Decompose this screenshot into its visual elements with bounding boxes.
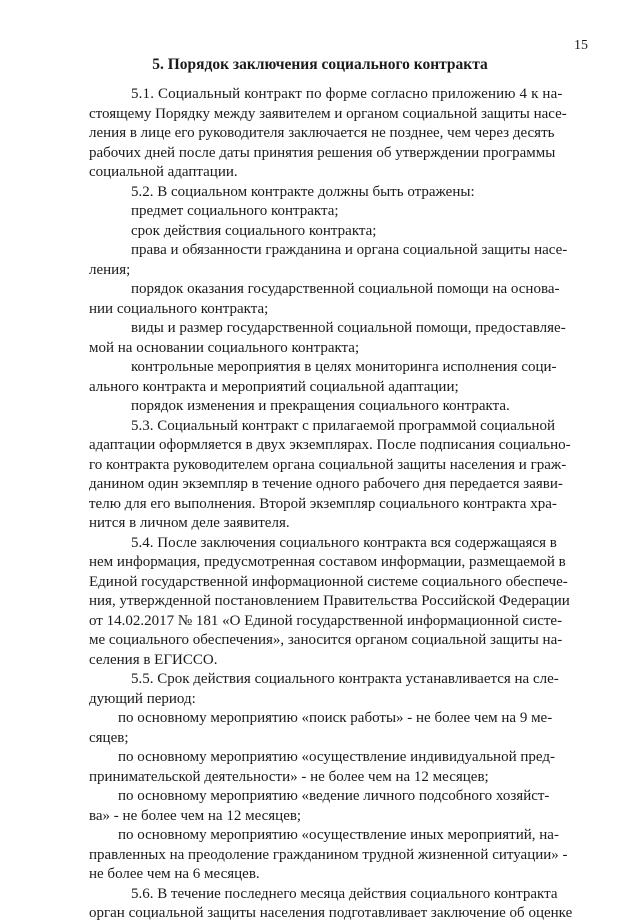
text-line: орган социальной защиты населения подготавливает заключение об оценке — [89, 905, 573, 921]
text-line: по основному мероприятию «ведение личного подсобного хозяйст- — [118, 788, 550, 804]
text-line: социальной адаптации. — [89, 164, 238, 180]
text-line: ления в лице его руководителя заключается не позднее, чем через десять — [89, 125, 555, 141]
text-line: принимательской деятельности» - не более чем на 12 месяцев; — [89, 768, 489, 785]
text-line: ального контракта и мероприятий социальной адаптации; — [89, 378, 459, 395]
text-line: порядок оказания государственной социальной помощи на основа- — [131, 281, 560, 297]
text-line: рабочих дней после даты принятия решения об утверждении программы — [89, 144, 556, 161]
text-line: телю для его выполнения. Второй экземпляр социального контракта хра- — [89, 495, 557, 512]
text-line: 5.2. В социальном контракте должны быть отражены: — [131, 183, 475, 200]
text-line: адаптации оформляется в двух экземплярах. После подписания социально- — [89, 437, 571, 453]
text-line: нем информация, предусмотренная составом информации, размещаемой в — [89, 554, 566, 570]
text-line: ния, утвержденной постановлением Правительства Российской Федерации — [89, 593, 570, 609]
page-number: 15 — [574, 38, 588, 53]
text-line: стоящему Порядку между заявителем и органом социальной защиты насе- — [89, 105, 567, 122]
text-line: от 14.02.2017 № 181 «О Единой государственной информационной систе- — [89, 612, 563, 629]
text-line: не более чем на 6 месяцев. — [89, 866, 260, 882]
text-line: дующий период: — [89, 690, 196, 707]
text-line: 5.5. Срок действия социального контракта устанавливается на сле- — [131, 671, 559, 687]
text-line: сяцев; — [89, 729, 129, 746]
text-line: Единой государственной информационной системе социального обеспече- — [89, 573, 568, 590]
text-line: правленных на преодоление гражданином трудной жизненной ситуации» - — [89, 846, 568, 863]
text-line: контрольные мероприятия в целях мониторинга исполнения соци- — [131, 359, 557, 375]
text-line: ления; — [89, 261, 131, 278]
text-line: ва» - не более чем на 12 месяцев; — [89, 807, 302, 824]
text-line: права и обязанности гражданина и органа социальной защиты насе- — [131, 242, 568, 258]
text-line: нии социального контракта; — [89, 300, 269, 317]
text-line: по основному мероприятию «осуществление индивидуальной пред- — [118, 749, 555, 765]
text-line: селения в ЕГИССО. — [89, 651, 218, 668]
text-line: ме социального обеспечения», заносится органом социальной защиты на- — [89, 632, 563, 648]
text-line: порядок изменения и прекращения социального контракта. — [131, 398, 510, 414]
text-line: 5.4. После заключения социального контракта вся содержащаяся в — [131, 534, 557, 551]
text-line: 5.6. В течение последнего месяца действия социального контракта — [131, 885, 558, 902]
section-title: 5. Порядок заключения социального контракта — [152, 56, 488, 73]
text-line: по основному мероприятию «осуществление иных мероприятий, на- — [118, 827, 559, 843]
text-line: 5.1. Социальный контракт по форме согласно приложению 4 к на- — [131, 86, 563, 102]
text-line: мой на основании социального контракта; — [89, 339, 360, 356]
text-line: виды и размер государственной социальной помощи, предоставляе- — [131, 320, 566, 336]
text-line: данином один экземпляр в течение одного рабочего дня передается заяви- — [89, 476, 563, 492]
text-line: предмет социального контракта; — [131, 203, 339, 219]
text-line: 5.3. Социальный контракт с прилагаемой программой социальной — [131, 417, 555, 434]
text-line: го контракта руководителем органа социальной защиты населения и граж- — [89, 456, 567, 473]
text-line: по основному мероприятию «поиск работы» - не более чем на 9 ме- — [118, 710, 553, 726]
text-line: нится в личном деле заявителя. — [89, 515, 290, 531]
text-line: срок действия социального контракта; — [131, 222, 377, 239]
